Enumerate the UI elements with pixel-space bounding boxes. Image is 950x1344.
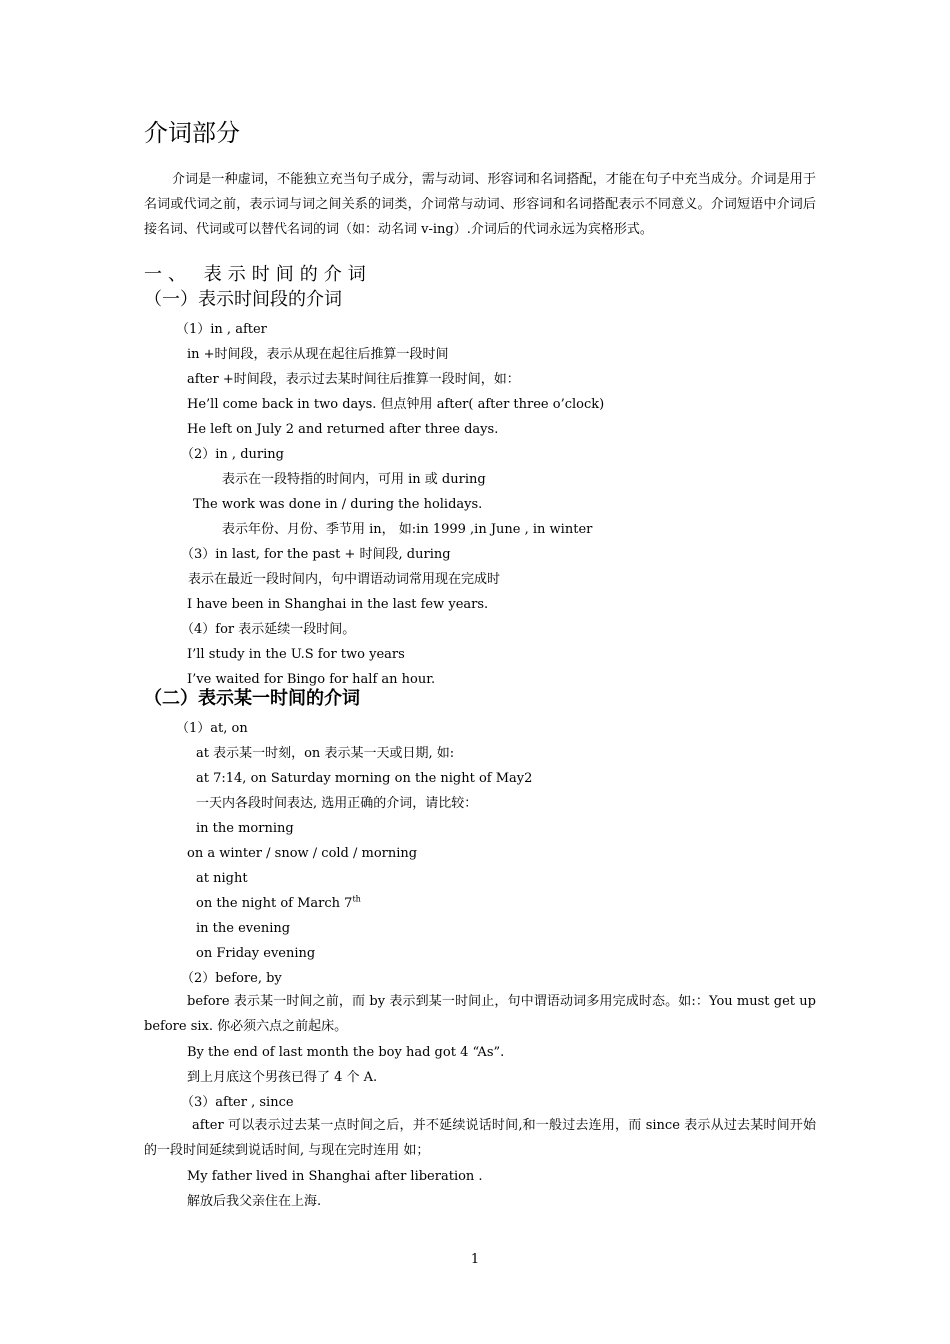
text-line: He left on July 2 and returned after three days. (187, 422, 499, 437)
text-line: in the morning (196, 821, 294, 836)
page-number: 1 (470, 1252, 480, 1267)
text-line: I’ll study in the U.S for two years (187, 647, 405, 662)
text-line: I’ve waited for Bingo for half an hour. (187, 672, 436, 687)
after-since-paragraph: after 可以表示过去某一点时间之后，并不延续说话时间,和一般过去连用，而 since 表示从过去某时间开始的一段时间延续到说话时间, 与现在完时连用 如； (144, 1118, 816, 1158)
ordinal-suffix: th (352, 894, 361, 904)
text-line: 解放后我父亲住在上海. (187, 1194, 322, 1209)
intro-paragraph: 介词是一种虚词，不能独立充当句子成分，需与动词、形容词和名词搭配，才能在句子中充当成分。介词是用于名词或代词之前，表示词与词之间关系的词类，介词常与动词、形容词和名词搭配表示不同意义。介词短语中介词后接名词、代词或可以替代名词的词（如：动名词 v-ing）.介词后的代词永远为宾格形式。 (144, 172, 816, 237)
text-line: at 表示某一时刻，on 表示某一天或日期, 如: (196, 746, 455, 761)
text-line: （2）in , during (181, 447, 284, 462)
text-line: 一天内各段时间表达, 选用正确的介词，请比较： (196, 796, 478, 811)
text-line: The work was done in / during the holidays. (193, 497, 483, 512)
text-line: （1）at, on (176, 721, 248, 736)
text-line: （1）in , after (176, 322, 267, 337)
text-line: at 7:14, on Saturday morning on the night of May2 (196, 771, 533, 786)
date-text: on the night of March 7 (196, 896, 353, 911)
subsection-heading-period: （一）表示时间段的介词 (144, 289, 342, 310)
text-line: （3）after , since (181, 1095, 294, 1110)
text-line: 到上月底这个男孩已得了 4 个 A. (187, 1070, 378, 1085)
text-line: By the end of last month the boy had got 4 “As”. (187, 1045, 505, 1060)
text-line: He’ll come back in two days. 但点钟用 after( after three o’clock) (187, 397, 605, 412)
text-line: in the evening (196, 921, 291, 936)
text-line: 表示年份、月份、季节用 in， 如:in 1999 ,in June , in winter (222, 522, 593, 537)
text-line: （4）for 表示延续一段时间。 (181, 622, 356, 637)
page-title: 介词部分 (144, 119, 240, 147)
text-line: after +时间段，表示过去某时间往后推算一段时间，如： (187, 372, 520, 387)
text-line: in +时间段，表示从现在起往后推算一段时间 (187, 347, 449, 362)
text-line: （3）in last, for the past + 时间段, during (181, 547, 451, 562)
section-heading-time-prepositions: 一、 表示时间的介词 (144, 264, 372, 285)
text-line: 表示在一段特指的时间内，可用 in 或 during (222, 472, 486, 487)
text-line: I have been in Shanghai in the last few years. (187, 597, 489, 612)
before-by-paragraph: before 表示某一时间之前，而 by 表示到某一时间止，句中谓语动词多用完成时态。如:：You must get up before six. 你必须六点之前起床。 (144, 994, 816, 1034)
text-line: （2）before, by (181, 971, 282, 986)
subsection-heading-point-in-time: （二）表示某一时间的介词 (144, 688, 360, 709)
text-line: My father lived in Shanghai after liberation . (187, 1169, 483, 1184)
text-line: 表示在最近一段时间内，句中谓语动词常用现在完成时 (188, 572, 501, 587)
text-line: at night (196, 871, 248, 886)
text-line (196, 896, 361, 912)
text-line: on Friday evening (196, 946, 316, 961)
text-line: on a winter / snow / cold / morning (187, 846, 418, 861)
